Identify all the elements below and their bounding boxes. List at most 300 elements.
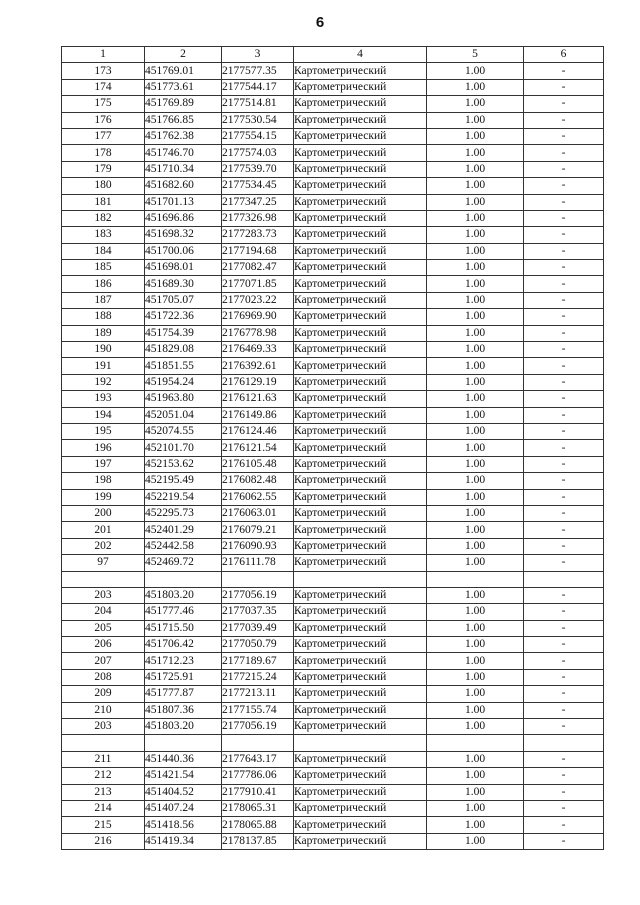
table-row <box>62 817 604 833</box>
y-coordinate-cell: 2176392.61 <box>222 358 294 374</box>
accuracy-cell: 1.00 <box>427 407 524 423</box>
accuracy-cell: 1.00 <box>427 194 524 210</box>
method-cell <box>294 571 427 587</box>
x-coordinate-cell: 451766.85 <box>145 112 222 128</box>
method-cell: Картометрический <box>294 161 427 177</box>
point-number-cell: 180 <box>62 178 145 194</box>
note-cell: - <box>524 768 604 784</box>
method-cell: Картометрический <box>294 637 427 653</box>
note-cell: - <box>524 391 604 407</box>
note-cell: - <box>524 292 604 308</box>
y-coordinate-cell: 2177530.54 <box>222 112 294 128</box>
accuracy-cell: 1.00 <box>427 604 524 620</box>
point-number-cell <box>62 571 145 587</box>
table-row <box>62 522 604 538</box>
y-coordinate-cell: 2177056.19 <box>222 719 294 735</box>
method-cell: Картометрический <box>294 800 427 816</box>
accuracy-cell: 1.00 <box>427 210 524 226</box>
y-coordinate-cell: 2176082.48 <box>222 473 294 489</box>
x-coordinate-cell: 452401.29 <box>145 522 222 538</box>
x-coordinate-cell: 451851.55 <box>145 358 222 374</box>
note-cell: - <box>524 719 604 735</box>
accuracy-cell: 1.00 <box>427 309 524 325</box>
point-number-cell: 178 <box>62 145 145 161</box>
note-cell: - <box>524 637 604 653</box>
x-coordinate-cell: 452295.73 <box>145 505 222 521</box>
accuracy-cell: 1.00 <box>427 751 524 767</box>
x-coordinate-cell: 451706.42 <box>145 637 222 653</box>
x-coordinate-cell: 451701.13 <box>145 194 222 210</box>
y-coordinate-cell: 2177037.35 <box>222 604 294 620</box>
method-cell: Картометрический <box>294 292 427 308</box>
accuracy-cell: 1.00 <box>427 538 524 554</box>
table-row <box>62 423 604 439</box>
y-coordinate-cell: 2176469.33 <box>222 342 294 358</box>
y-coordinate-cell: 2177910.41 <box>222 784 294 800</box>
accuracy-cell: 1.00 <box>427 784 524 800</box>
accuracy-cell: 1.00 <box>427 800 524 816</box>
y-coordinate-cell: 2177326.98 <box>222 210 294 226</box>
table-row <box>62 63 604 79</box>
accuracy-cell: 1.00 <box>427 669 524 685</box>
note-cell: - <box>524 423 604 439</box>
x-coordinate-cell: 451807.36 <box>145 702 222 718</box>
x-coordinate-cell: 452442.58 <box>145 538 222 554</box>
x-coordinate-cell: 452219.54 <box>145 489 222 505</box>
table-row <box>62 637 604 653</box>
accuracy-cell: 1.00 <box>427 63 524 79</box>
table-row <box>62 505 604 521</box>
y-coordinate-cell: 2177544.17 <box>222 79 294 95</box>
method-cell: Картометрический <box>294 128 427 144</box>
column-header-x: 2 <box>145 47 222 63</box>
point-number-cell: 97 <box>62 555 145 571</box>
method-cell: Картометрический <box>294 423 427 439</box>
note-cell: - <box>524 653 604 669</box>
x-coordinate-cell: 451715.50 <box>145 620 222 636</box>
column-header-accuracy: 5 <box>427 47 524 63</box>
note-cell: - <box>524 604 604 620</box>
note-cell: - <box>524 194 604 210</box>
y-coordinate-cell: 2177643.17 <box>222 751 294 767</box>
x-coordinate-cell <box>145 735 222 751</box>
table-row <box>62 292 604 308</box>
x-coordinate-cell: 451698.32 <box>145 227 222 243</box>
accuracy-cell: 1.00 <box>427 260 524 276</box>
note-cell: - <box>524 210 604 226</box>
accuracy-cell: 1.00 <box>427 292 524 308</box>
x-coordinate-cell: 451746.70 <box>145 145 222 161</box>
method-cell: Картометрический <box>294 178 427 194</box>
y-coordinate-cell: 2177786.06 <box>222 768 294 784</box>
note-cell: - <box>524 407 604 423</box>
note-cell: - <box>524 96 604 112</box>
point-number-cell: 194 <box>62 407 145 423</box>
point-number-cell: 196 <box>62 440 145 456</box>
y-coordinate-cell: 2177215.24 <box>222 669 294 685</box>
y-coordinate-cell: 2176969.90 <box>222 309 294 325</box>
method-cell: Картометрический <box>294 833 427 849</box>
x-coordinate-cell: 451722.36 <box>145 309 222 325</box>
y-coordinate-cell: 2177194.68 <box>222 243 294 259</box>
table-row <box>62 440 604 456</box>
accuracy-cell: 1.00 <box>427 686 524 702</box>
x-coordinate-cell: 452195.49 <box>145 473 222 489</box>
table-row <box>62 178 604 194</box>
table-row <box>62 686 604 702</box>
x-coordinate-cell: 451705.07 <box>145 292 222 308</box>
y-coordinate-cell: 2177023.22 <box>222 292 294 308</box>
point-number-cell: 201 <box>62 522 145 538</box>
note-cell: - <box>524 227 604 243</box>
point-number-cell: 182 <box>62 210 145 226</box>
accuracy-cell: 1.00 <box>427 833 524 849</box>
y-coordinate-cell: 2176124.46 <box>222 423 294 439</box>
point-number-cell: 213 <box>62 784 145 800</box>
note-cell: - <box>524 800 604 816</box>
accuracy-cell: 1.00 <box>427 391 524 407</box>
method-cell: Картометрический <box>294 342 427 358</box>
method-cell: Картометрический <box>294 489 427 505</box>
point-number-cell: 185 <box>62 260 145 276</box>
method-cell: Картометрический <box>294 325 427 341</box>
table-row <box>62 800 604 816</box>
note-cell: - <box>524 833 604 849</box>
accuracy-cell: 1.00 <box>427 817 524 833</box>
method-cell: Картометрический <box>294 784 427 800</box>
y-coordinate-cell: 2177071.85 <box>222 276 294 292</box>
accuracy-cell: 1.00 <box>427 342 524 358</box>
point-number-cell: 214 <box>62 800 145 816</box>
accuracy-cell: 1.00 <box>427 112 524 128</box>
y-coordinate-cell: 2177082.47 <box>222 260 294 276</box>
accuracy-cell: 1.00 <box>427 161 524 177</box>
x-coordinate-cell: 451710.34 <box>145 161 222 177</box>
method-cell: Картометрический <box>294 669 427 685</box>
method-cell: Картометрический <box>294 309 427 325</box>
note-cell: - <box>524 817 604 833</box>
y-coordinate-cell <box>222 735 294 751</box>
y-coordinate-cell: 2178065.31 <box>222 800 294 816</box>
method-cell: Картометрический <box>294 440 427 456</box>
y-coordinate-cell: 2177155.74 <box>222 702 294 718</box>
x-coordinate-cell: 451696.86 <box>145 210 222 226</box>
table-row <box>62 768 604 784</box>
method-cell: Картометрический <box>294 604 427 620</box>
method-cell: Картометрический <box>294 522 427 538</box>
point-number-cell: 195 <box>62 423 145 439</box>
note-cell: - <box>524 489 604 505</box>
note-cell: - <box>524 112 604 128</box>
x-coordinate-cell: 451954.24 <box>145 374 222 390</box>
y-coordinate-cell: 2177514.81 <box>222 96 294 112</box>
point-number-cell: 187 <box>62 292 145 308</box>
y-coordinate-cell: 2177213.11 <box>222 686 294 702</box>
point-number-cell: 204 <box>62 604 145 620</box>
y-coordinate-cell: 2177056.19 <box>222 587 294 603</box>
accuracy-cell: 1.00 <box>427 653 524 669</box>
y-coordinate-cell: 2176149.86 <box>222 407 294 423</box>
x-coordinate-cell: 452153.62 <box>145 456 222 472</box>
x-coordinate-cell: 451421.54 <box>145 768 222 784</box>
method-cell: Картометрический <box>294 768 427 784</box>
note-cell: - <box>524 538 604 554</box>
method-cell: Картометрический <box>294 79 427 95</box>
x-coordinate-cell: 451754.39 <box>145 325 222 341</box>
y-coordinate-cell: 2177283.73 <box>222 227 294 243</box>
accuracy-cell: 1.00 <box>427 702 524 718</box>
method-cell: Картометрический <box>294 358 427 374</box>
accuracy-cell: 1.00 <box>427 276 524 292</box>
x-coordinate-cell: 451829.08 <box>145 342 222 358</box>
method-cell: Картометрический <box>294 456 427 472</box>
column-header-y: 3 <box>222 47 294 63</box>
x-coordinate-cell: 451769.01 <box>145 63 222 79</box>
accuracy-cell: 1.00 <box>427 522 524 538</box>
table-row <box>62 620 604 636</box>
note-cell: - <box>524 128 604 144</box>
table-row <box>62 128 604 144</box>
method-cell: Картометрический <box>294 702 427 718</box>
table-row <box>62 194 604 210</box>
point-number-cell: 174 <box>62 79 145 95</box>
note-cell: - <box>524 358 604 374</box>
accuracy-cell: 1.00 <box>427 178 524 194</box>
y-coordinate-cell: 2178137.85 <box>222 833 294 849</box>
method-cell: Картометрический <box>294 96 427 112</box>
method-cell: Картометрический <box>294 505 427 521</box>
table-row <box>62 309 604 325</box>
coordinates-table <box>61 46 604 850</box>
note-cell: - <box>524 505 604 521</box>
note-cell: - <box>524 178 604 194</box>
y-coordinate-cell: 2177574.03 <box>222 145 294 161</box>
point-number-cell: 175 <box>62 96 145 112</box>
y-coordinate-cell: 2176090.93 <box>222 538 294 554</box>
point-number-cell <box>62 735 145 751</box>
point-number-cell: 189 <box>62 325 145 341</box>
method-cell: Картометрический <box>294 555 427 571</box>
y-coordinate-cell: 2177189.67 <box>222 653 294 669</box>
point-number-cell: 193 <box>62 391 145 407</box>
y-coordinate-cell: 2177534.45 <box>222 178 294 194</box>
y-coordinate-cell: 2177539.70 <box>222 161 294 177</box>
y-coordinate-cell <box>222 571 294 587</box>
y-coordinate-cell: 2177050.79 <box>222 637 294 653</box>
note-cell: - <box>524 161 604 177</box>
point-number-cell: 202 <box>62 538 145 554</box>
x-coordinate-cell: 451418.56 <box>145 817 222 833</box>
table-row <box>62 719 604 735</box>
point-number-cell: 203 <box>62 719 145 735</box>
table-row <box>62 325 604 341</box>
note-cell: - <box>524 555 604 571</box>
table-row <box>62 735 604 751</box>
point-number-cell: 190 <box>62 342 145 358</box>
y-coordinate-cell: 2176778.98 <box>222 325 294 341</box>
point-number-cell: 179 <box>62 161 145 177</box>
point-number-cell: 183 <box>62 227 145 243</box>
accuracy-cell: 1.00 <box>427 374 524 390</box>
note-cell: - <box>524 522 604 538</box>
column-header-point-number: 1 <box>62 47 145 63</box>
point-number-cell: 197 <box>62 456 145 472</box>
table-body <box>62 63 604 850</box>
accuracy-cell: 1.00 <box>427 489 524 505</box>
note-cell: - <box>524 473 604 489</box>
note-cell: - <box>524 440 604 456</box>
method-cell: Картометрический <box>294 243 427 259</box>
x-coordinate-cell: 451698.01 <box>145 260 222 276</box>
table-row <box>62 653 604 669</box>
table-row <box>62 555 604 571</box>
accuracy-cell: 1.00 <box>427 719 524 735</box>
accuracy-cell: 1.00 <box>427 587 524 603</box>
method-cell: Картометрический <box>294 653 427 669</box>
accuracy-cell: 1.00 <box>427 243 524 259</box>
x-coordinate-cell: 451682.60 <box>145 178 222 194</box>
note-cell: - <box>524 686 604 702</box>
table-row <box>62 407 604 423</box>
point-number-cell: 181 <box>62 194 145 210</box>
accuracy-cell: 1.00 <box>427 227 524 243</box>
x-coordinate-cell: 452101.70 <box>145 440 222 456</box>
table-row <box>62 784 604 800</box>
method-cell: Картометрический <box>294 227 427 243</box>
table-row <box>62 276 604 292</box>
point-number-cell: 192 <box>62 374 145 390</box>
note-cell: - <box>524 702 604 718</box>
accuracy-cell: 1.00 <box>427 555 524 571</box>
method-cell: Картометрический <box>294 817 427 833</box>
x-coordinate-cell <box>145 571 222 587</box>
point-number-cell: 207 <box>62 653 145 669</box>
table-row <box>62 79 604 95</box>
method-cell: Картометрический <box>294 276 427 292</box>
note-cell: - <box>524 342 604 358</box>
table-row <box>62 473 604 489</box>
method-cell: Картометрический <box>294 374 427 390</box>
x-coordinate-cell: 451777.46 <box>145 604 222 620</box>
table-row <box>62 538 604 554</box>
note-cell: - <box>524 669 604 685</box>
table-row <box>62 571 604 587</box>
accuracy-cell: 1.00 <box>427 96 524 112</box>
table-row <box>62 702 604 718</box>
accuracy-cell: 1.00 <box>427 128 524 144</box>
table-row <box>62 145 604 161</box>
table-row <box>62 489 604 505</box>
point-number-cell: 206 <box>62 637 145 653</box>
x-coordinate-cell: 451725.91 <box>145 669 222 685</box>
note-cell: - <box>524 276 604 292</box>
point-number-cell: 199 <box>62 489 145 505</box>
note-cell: - <box>524 63 604 79</box>
x-coordinate-cell: 451963.80 <box>145 391 222 407</box>
table-row <box>62 260 604 276</box>
note-cell: - <box>524 620 604 636</box>
table-row <box>62 833 604 849</box>
accuracy-cell: 1.00 <box>427 358 524 374</box>
method-cell: Картометрический <box>294 407 427 423</box>
method-cell: Картометрический <box>294 719 427 735</box>
note-cell: - <box>524 145 604 161</box>
method-cell: Картометрический <box>294 194 427 210</box>
point-number-cell: 173 <box>62 63 145 79</box>
note-cell: - <box>524 751 604 767</box>
y-coordinate-cell: 2177554.15 <box>222 128 294 144</box>
x-coordinate-cell: 451407.24 <box>145 800 222 816</box>
x-coordinate-cell: 451712.23 <box>145 653 222 669</box>
point-number-cell: 184 <box>62 243 145 259</box>
y-coordinate-cell: 2176063.01 <box>222 505 294 521</box>
note-cell: - <box>524 260 604 276</box>
note-cell: - <box>524 243 604 259</box>
y-coordinate-cell: 2176121.63 <box>222 391 294 407</box>
method-cell: Картометрический <box>294 751 427 767</box>
accuracy-cell: 1.00 <box>427 145 524 161</box>
point-number-cell: 211 <box>62 751 145 767</box>
accuracy-cell: 1.00 <box>427 473 524 489</box>
y-coordinate-cell: 2177039.49 <box>222 620 294 636</box>
method-cell: Картометрический <box>294 63 427 79</box>
y-coordinate-cell: 2177577.35 <box>222 63 294 79</box>
method-cell: Картометрический <box>294 391 427 407</box>
note-cell <box>524 571 604 587</box>
method-cell <box>294 735 427 751</box>
point-number-cell: 209 <box>62 686 145 702</box>
method-cell: Картометрический <box>294 112 427 128</box>
accuracy-cell: 1.00 <box>427 637 524 653</box>
point-number-cell: 205 <box>62 620 145 636</box>
accuracy-cell <box>427 735 524 751</box>
accuracy-cell: 1.00 <box>427 768 524 784</box>
point-number-cell: 215 <box>62 817 145 833</box>
table-row <box>62 358 604 374</box>
y-coordinate-cell: 2176111.78 <box>222 555 294 571</box>
x-coordinate-cell: 451777.87 <box>145 686 222 702</box>
x-coordinate-cell: 452051.04 <box>145 407 222 423</box>
point-number-cell: 198 <box>62 473 145 489</box>
point-number-cell: 208 <box>62 669 145 685</box>
accuracy-cell: 1.00 <box>427 505 524 521</box>
accuracy-cell: 1.00 <box>427 456 524 472</box>
page-number: 6 <box>315 14 325 31</box>
table-row <box>62 456 604 472</box>
point-number-cell: 203 <box>62 587 145 603</box>
accuracy-cell: 1.00 <box>427 79 524 95</box>
table-row <box>62 751 604 767</box>
method-cell: Картометрический <box>294 260 427 276</box>
point-number-cell: 186 <box>62 276 145 292</box>
column-header-note: 6 <box>524 47 604 63</box>
x-coordinate-cell: 451803.20 <box>145 587 222 603</box>
y-coordinate-cell: 2177347.25 <box>222 194 294 210</box>
table-row <box>62 604 604 620</box>
x-coordinate-cell: 451803.20 <box>145 719 222 735</box>
point-number-cell: 191 <box>62 358 145 374</box>
x-coordinate-cell: 451769.89 <box>145 96 222 112</box>
method-cell: Картометрический <box>294 620 427 636</box>
table-row <box>62 374 604 390</box>
method-cell: Картометрический <box>294 587 427 603</box>
table-row <box>62 161 604 177</box>
method-cell: Картометрический <box>294 145 427 161</box>
x-coordinate-cell: 451762.38 <box>145 128 222 144</box>
method-cell: Картометрический <box>294 210 427 226</box>
note-cell: - <box>524 79 604 95</box>
method-cell: Картометрический <box>294 473 427 489</box>
